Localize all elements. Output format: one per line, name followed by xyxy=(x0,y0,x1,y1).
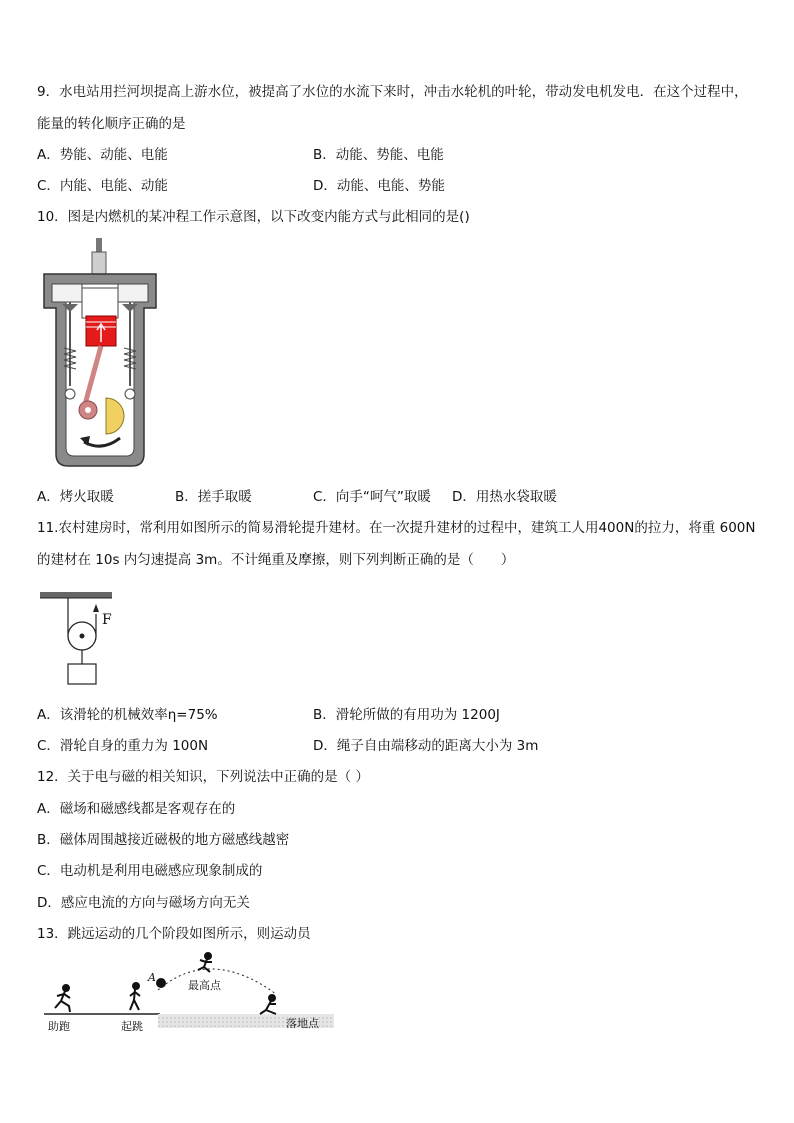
q12-option-d: D．感应电流的方向与磁场方向无关 xyxy=(37,895,250,911)
q10-option-a: A．烤火取暖 xyxy=(37,489,114,505)
landing-point-label: 落地点 xyxy=(286,1017,319,1030)
q12-option-c: C．电动机是利用电磁感应现象制成的 xyxy=(37,863,263,879)
q9-option-c: C．内能、电能、动能 xyxy=(37,178,168,194)
load-block xyxy=(68,664,96,684)
landing-athlete-icon xyxy=(260,995,276,1014)
point-a-label: A xyxy=(148,971,156,984)
runner-icon xyxy=(55,985,70,1012)
take-off-label: 起跳 xyxy=(121,1020,143,1033)
spark-plug-wire xyxy=(96,238,102,252)
q11-option-b: B．滑轮所做的有用功为 1200J xyxy=(313,707,500,723)
q12-option-b: B．磁体周围越接近磁极的地方磁感线越密 xyxy=(37,832,290,848)
q9-stem-line1: 9．水电站用拦河坝提高上游水位，被提高了水位的水流下来时，冲击水轮机的叶轮，带动发电机发电．在这个过程中， xyxy=(37,84,748,100)
run-up-label: 助跑 xyxy=(48,1020,70,1033)
force-arrow-icon xyxy=(93,604,99,612)
spark-plug xyxy=(92,252,106,276)
pulley-figure xyxy=(38,590,138,690)
q10-option-c: C．向手“呵气”取暖 xyxy=(313,489,431,505)
cam-icon xyxy=(65,389,75,399)
q11-option-d: D．绳子自由端移动的距离大小为 3m xyxy=(313,738,539,754)
q13-stem: 13．跳远运动的几个阶段如图所示，则运动员 xyxy=(37,926,311,942)
q10-stem: 10．图是内燃机的某冲程工作示意图，以下改变内能方式与此相同的是() xyxy=(37,209,470,225)
ceiling xyxy=(40,592,112,598)
q10-option-b: B．搓手取暖 xyxy=(175,489,252,505)
q10-option-d: D．用热水袋取暖 xyxy=(452,489,557,505)
airborne-athlete-icon xyxy=(198,953,212,972)
point-a xyxy=(156,978,166,988)
q12-stem: 12．关于电与磁的相关知识，下列说法中正确的是（ ） xyxy=(37,769,369,785)
force-label: F xyxy=(102,612,112,628)
q9-stem-line2: 能量的转化顺序正确的是 xyxy=(37,116,186,132)
highest-point-label: 最高点 xyxy=(188,979,221,992)
q9-option-b: B．动能、势能、电能 xyxy=(313,147,444,163)
takeoff-athlete-icon xyxy=(130,983,140,1010)
q9-option-d: D．动能、电能、势能 xyxy=(313,178,445,194)
q9-option-a: A．势能、动能、电能 xyxy=(37,147,168,163)
q12-option-a: A．磁场和磁感线都是客观存在的 xyxy=(37,801,236,817)
q11-stem-line1: 11.农村建房时，常利用如图所示的简易滑轮提升建材。在一次提升建材的过程中，建筑工人用400N的拉力，将重 600N xyxy=(37,520,756,536)
q11-stem-line2: 的建材在 10s 内匀速提高 3m。不计绳重及摩擦，则下列判断正确的是（ ） xyxy=(37,552,515,568)
engine-cylinder-figure xyxy=(40,238,160,470)
cam-icon xyxy=(125,389,135,399)
q11-option-a: A．该滑轮的机械效率η=75% xyxy=(37,707,218,723)
q11-option-c: C．滑轮自身的重力为 100N xyxy=(37,738,209,754)
long-jump-figure xyxy=(40,952,340,1036)
